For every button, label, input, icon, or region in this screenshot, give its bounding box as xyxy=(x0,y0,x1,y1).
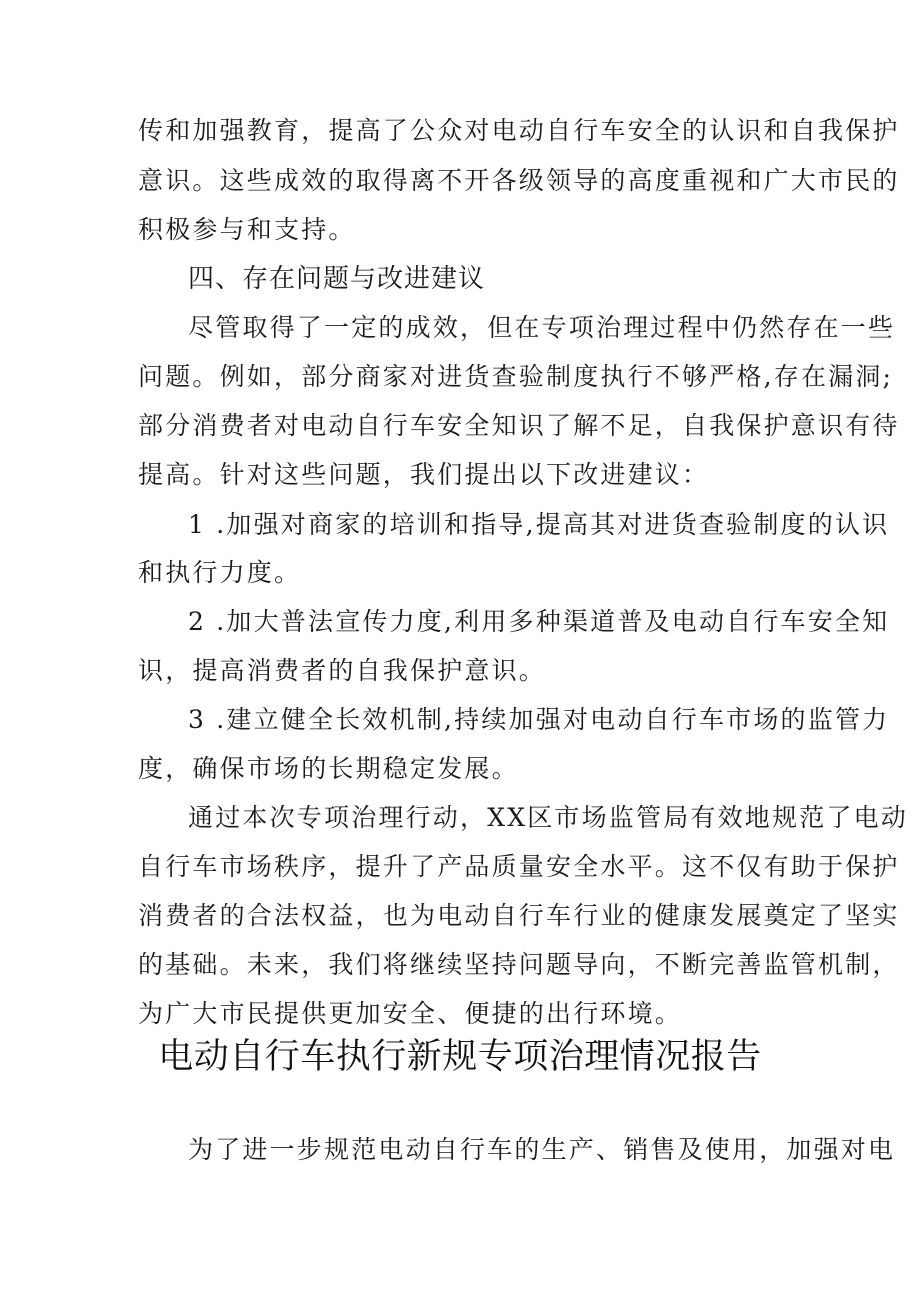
suggestion-item-2-cont: 识，提高消费者的自我保护意识。 xyxy=(138,656,547,685)
body-text-line: 通过本次专项治理行动，XX区市场监管局有效地规范了电动 xyxy=(188,803,908,832)
body-text-line: 尽管取得了一定的成效，但在专项治理过程中仍然存在一些 xyxy=(188,313,896,342)
suggestion-item-3-cont: 度，确保市场的长期稳定发展。 xyxy=(138,754,519,783)
body-text-line: 积极参与和支持。 xyxy=(138,215,356,244)
suggestion-item-1: 1 .加强对商家的培训和指导,提高其对进货查验制度的认识 xyxy=(188,510,890,539)
body-text-line: 的基础。未来，我们将继续坚持问题导向，不断完善监管机制， xyxy=(138,950,900,979)
body-text-line: 消费者的合法权益，也为电动自行车行业的健康发展奠定了坚实 xyxy=(138,901,900,930)
document-title: 电动自行车执行新规专项治理情况报告 xyxy=(158,1037,762,1077)
body-text-line: 为了进一步规范电动自行车的生产、销售及使用，加强对电 xyxy=(188,1135,896,1164)
body-text-line: 为广大市民提供更加安全、便捷的出行环境。 xyxy=(138,999,683,1028)
body-text-line: 传和加强教育，提高了公众对电动自行车安全的认识和自我保护 xyxy=(138,116,900,145)
suggestion-item-2: 2 .加大普法宣传力度,利用多种渠道普及电动自行车安全知 xyxy=(188,607,890,636)
suggestion-item-1-cont: 和执行力度。 xyxy=(138,558,302,587)
body-text-line: 意识。这些成效的取得离不开各级领导的高度重视和广大市民的 xyxy=(138,166,900,195)
body-text-line: 部分消费者对电动自行车安全知识了解不足，自我保护意识有待 xyxy=(138,411,900,440)
body-text-line: 自行车市场秩序，提升了产品质量安全水平。这不仅有助于保护 xyxy=(138,852,900,881)
body-text-line: 问题。例如，部分商家对进货查验制度执行不够严格,存在漏洞; xyxy=(138,362,894,391)
suggestion-item-3: 3 .建立健全长效机制,持续加强对电动自行车市场的监管力 xyxy=(188,705,890,734)
section-heading: 四、存在问题与改进建议 xyxy=(188,264,486,294)
body-text-line: 提高。针对这些问题，我们提出以下改进建议： xyxy=(138,460,710,489)
